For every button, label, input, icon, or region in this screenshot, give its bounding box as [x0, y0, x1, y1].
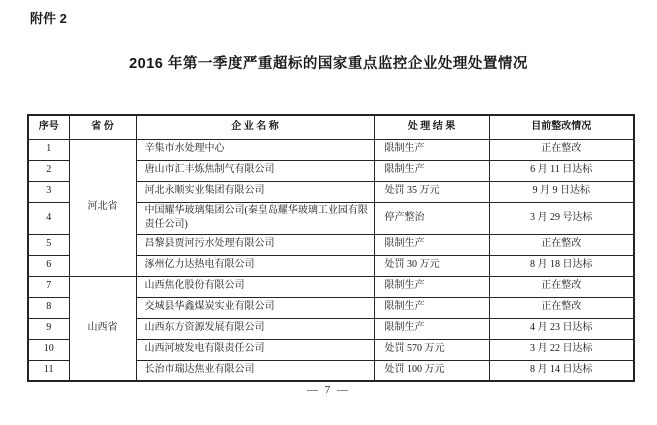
handling-result-cell: 限制生产 [374, 318, 489, 339]
company-name-cell: 山西焦化股份有限公司 [136, 276, 374, 297]
handling-result-cell: 限制生产 [374, 234, 489, 255]
header-serial-number: 序号 [28, 115, 69, 139]
handling-result-cell: 限制生产 [374, 276, 489, 297]
handling-result-cell: 处罚 30 万元 [374, 255, 489, 276]
company-name-cell: 唐山市汇丰炼焦制气有限公司 [136, 160, 374, 181]
table-row [28, 276, 634, 297]
company-name-cell: 中国耀华玻璃集团公司(秦皇岛耀华玻璃工业园有限责任公司) [136, 202, 374, 234]
header-company-name: 企 业 名 称 [136, 115, 374, 139]
rectification-status-cell: 6 月 11 日达标 [489, 160, 634, 181]
header-province: 省 份 [69, 115, 136, 139]
row-number-cell: 6 [28, 255, 69, 276]
row-number-cell: 4 [28, 202, 69, 234]
company-name-cell: 河北永顺实业集团有限公司 [136, 181, 374, 202]
rectification-status-cell: 正在整改 [489, 297, 634, 318]
province-cell: 山西省 [69, 276, 136, 381]
handling-result-cell: 处罚 570 万元 [374, 339, 489, 360]
attachment-label: 附件 2 [30, 11, 67, 26]
handling-result-cell: 处罚 35 万元 [374, 181, 489, 202]
row-number-cell: 2 [28, 160, 69, 181]
rectification-status-cell: 4 月 23 日达标 [489, 318, 634, 339]
row-number-cell: 10 [28, 339, 69, 360]
company-name-cell: 辛集市水处理中心 [136, 139, 374, 160]
rectification-status-cell: 正在整改 [489, 276, 634, 297]
rectification-status-cell: 8 月 18 日达标 [489, 255, 634, 276]
company-name-cell: 山西东方资源发展有限公司 [136, 318, 374, 339]
company-name-cell: 交城县华鑫煤炭实业有限公司 [136, 297, 374, 318]
rectification-status-cell: 9 月 9 日达标 [489, 181, 634, 202]
handling-result-cell: 限制生产 [374, 297, 489, 318]
rectification-status-cell: 正在整改 [489, 139, 634, 160]
company-name-cell: 昌黎县贾河污水处理有限公司 [136, 234, 374, 255]
rectification-status-cell: 正在整改 [489, 234, 634, 255]
row-number-cell: 8 [28, 297, 69, 318]
row-number-cell: 5 [28, 234, 69, 255]
table-header-row [28, 115, 634, 139]
header-rectification-status: 目前整改情况 [489, 115, 634, 139]
rectification-status-cell: 8 月 14 日达标 [489, 360, 634, 381]
report-table-wrapper [27, 114, 633, 382]
row-number-cell: 7 [28, 276, 69, 297]
handling-result-cell: 停产整治 [374, 202, 489, 234]
company-name-cell: 长治市瑞达焦业有限公司 [136, 360, 374, 381]
report-table [27, 114, 635, 382]
handling-result-cell: 限制生产 [374, 139, 489, 160]
handling-result-cell: 处罚 100 万元 [374, 360, 489, 381]
row-number-cell: 9 [28, 318, 69, 339]
row-number-cell: 11 [28, 360, 69, 381]
rectification-status-cell: 3 月 29 号达标 [489, 202, 634, 234]
table-row [28, 139, 634, 160]
row-number-cell: 3 [28, 181, 69, 202]
company-name-cell: 涿州亿力达热电有限公司 [136, 255, 374, 276]
page-number: — 7 — [307, 384, 350, 396]
header-handling-result: 处 理 结 果 [374, 115, 489, 139]
company-name-cell: 山西河坡发电有限责任公司 [136, 339, 374, 360]
rectification-status-cell: 3 月 22 日达标 [489, 339, 634, 360]
page-title: 2016 年第一季度严重超标的国家重点监控企业处理处置情况 [129, 56, 528, 72]
province-cell: 河北省 [69, 139, 136, 276]
table-body [28, 139, 634, 381]
row-number-cell: 1 [28, 139, 69, 160]
handling-result-cell: 限制生产 [374, 160, 489, 181]
